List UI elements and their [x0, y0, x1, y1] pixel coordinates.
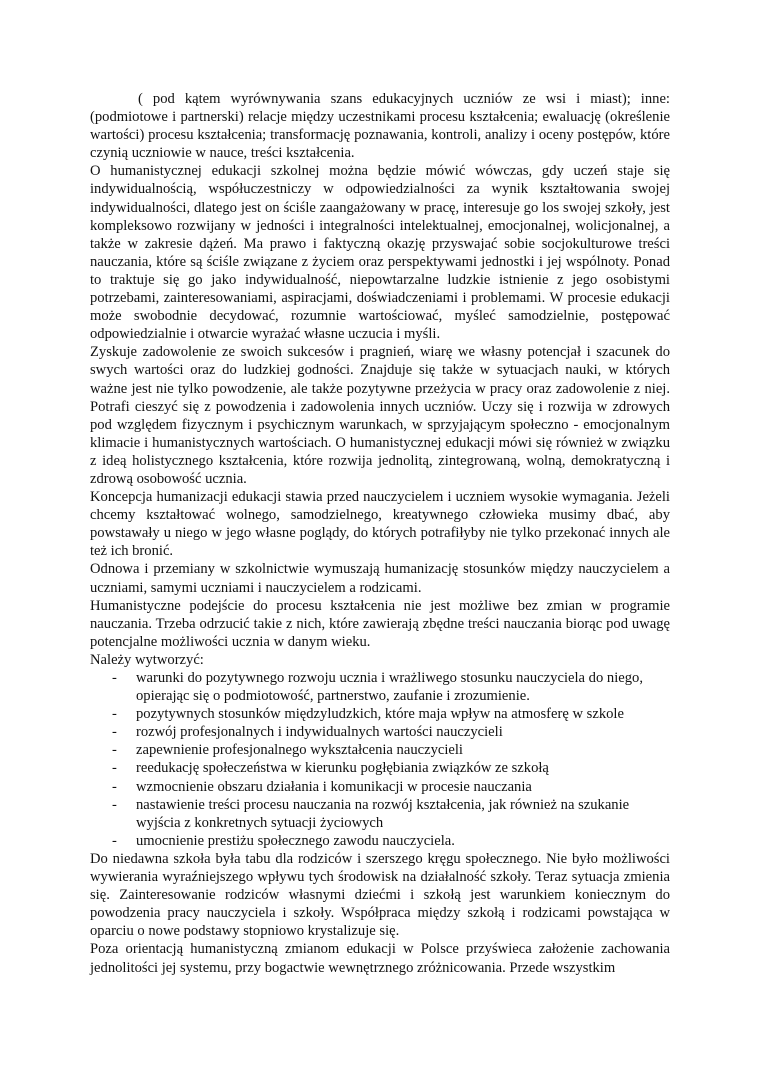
paragraph-orientation: Poza orientacją humanistyczną zmianom edukacji w Polsce przyświeca założenie zachowania jednolitości jej systemu, przy bogactwie wewnętrznego zróżnicowania. Przede wszystkim: [90, 941, 670, 976]
list-item: [90, 796, 670, 832]
paragraph-curriculum: Humanistyczne podejście do procesu kształcenia nie jest możliwe bez zmian w programie nauczania. Trzeba odrzucić takie z nich, które zawierają zbędne treści nauczania biorąc pod uwagę potencjalne możliwości ucznia w danym wieku.: [90, 597, 670, 650]
list-item: [90, 669, 670, 705]
paragraph-list-intro: Należy wytworzyć:: [90, 651, 204, 668]
bullet-dash: -: [112, 670, 117, 686]
bullet-dash: -: [112, 832, 117, 849]
list-item-text: zapewnienie profesjonalnego wykształcenia nauczycieli: [136, 742, 463, 759]
bullet-dash: -: [112, 706, 117, 723]
list-item-text: wzmocnienie obszaru działania i komunikacji w procesie nauczania: [136, 778, 532, 795]
paragraph-renewal: Odnowa i przemiany w szkolnictwie wymuszają humanizację stosunków między nauczycielem a uczniami, samymi uczniami i nauczycielem a rodzicami.: [90, 561, 670, 596]
bullet-list: [90, 669, 670, 850]
list-item-text: warunki do pozytywnego rozwoju ucznia i wrażliwego stosunku nauczyciela do niego, opierając się o podmiotowość, partnerstwo, zaufanie i zrozumienie.: [136, 670, 643, 705]
paragraph-humanistic-education: O humanistycznej edukacji szkolnej można będzie mówić wówczas, gdy uczeń staje się indywidualnością, współuczestniczy w odpowiedzialności za wynik kształtowania swojej indywidualności, dlatego jest on ściśle zaangażowany w pracę, interesuje go los swojej szkoły, jest kompleksowo rozwijany w jedności i integralności intelektualnej, emocjonalnej, wolicjonalnej, a także w zakresie dążeń. Ma prawo i faktyczną okazję przyswajać sobie socjokulturowe treści nauczania, które są ściśle związane z życiem oraz perspektywami jednostki i jej wspólnoty. Ponad to traktuje się go jako indywidualność, niepowtarzalne ludzkie istnienie z jego osobistymi potrzebami, zainteresowaniami, aspiracjami, doświadczeniami i problemami. W procesie edukacji może swobodnie decydować, rozumnie wartościować, myśleć samodzielnie, postępować odpowiedzialnie i otwarcie wyrażać własne uczucia i myśli.: [90, 163, 670, 343]
bullet-dash: -: [112, 778, 117, 795]
list-item: [90, 778, 670, 796]
bullet-dash: -: [112, 724, 117, 741]
bullet-dash: -: [112, 796, 117, 813]
paragraph-concept: Koncepcja humanizacji edukacji stawia przed nauczycielem i uczniem wysokie wymagania. Jeżeli chcemy kształtować wolnego, samodzielnego, kreatywnego człowieka musimy dbać, aby powstawały u niego w jego własne poglądy, do których potrafiłyby nie tylko przekonać innych ale też ich bronić.: [90, 489, 670, 560]
list-item: [90, 759, 670, 777]
paragraph-satisfaction: Zyskuje zadowolenie ze swoich sukcesów i pragnień, wiarę we własny potencjał i szacunek do swych wartości oraz do ludzkiej godności. Znajduje się także w sytuacjach nauki, w których ważne jest nie tylko powodzenie, ale także pozytywne przeżycia w pracy oraz zadowolenie z niej. Potrafi cieszyć się z powodzenia i zadowolenia innych uczniów. Uczy się i rozwija w zdrowych pod względem fizycznym i psychicznym warunkach, w sprzyjającym społeczno - emocjonalnym klimacie i humanistycznych wartościach. O humanistycznej edukacji mówi się również w związku z ideą holistycznego kształcenia, które rozwija jednolitą, zintegrowaną, wolną, demokratyczną i zdrową osobowość ucznia.: [90, 344, 670, 487]
document-page: [90, 90, 670, 977]
list-item: [90, 741, 670, 759]
list-item: [90, 705, 670, 723]
bullet-dash: -: [112, 742, 117, 759]
list-item: [90, 723, 670, 741]
list-item-text: reedukację społeczeństwa w kierunku pogłębiania związków ze szkołą: [136, 760, 549, 777]
list-item-text: nastawienie treści procesu nauczania na rozwój kształcenia, jak również na szukanie wyjścia z konkretnych sytuacji życiowych: [136, 796, 630, 831]
paragraph-intro-continuation: ( pod kątem wyrównywania szans edukacyjnych uczniów ze wsi i miast); inne: (podmiotowe i partnerski) relacje między uczestnikami procesu kształcenia; ewaluację (określenie wartości) procesu kształcenia; transformację poznawania, kontroli, analizy i oceny postępów, które czynią uczniowie w nauce, treści kształcenia.: [90, 91, 670, 162]
list-item-text: umocnienie prestiżu społecznego zawodu nauczyciela.: [136, 832, 455, 849]
list-item-text: pozytywnych stosunków międzyludzkich, które maja wpływ na atmosferę w szkole: [136, 706, 624, 723]
paragraph-parents: Do niedawna szkoła była tabu dla rodziców i szerszego kręgu społecznego. Nie było możliwości wywierania wyraźniejszego wpływu tych środowisk na działalność szkoły. Teraz sytuacja zmienia się. Zainteresowanie rodziców własnymi dziećmi i szkołą jest warunkiem koniecznym do powodzenia pracy nauczyciela i szkoły. Współpraca między szkołą i rodzicami powstająca w oparciu o nowe podstawy stopniowo krystalizuje się.: [90, 850, 670, 940]
bullet-dash: -: [112, 760, 117, 777]
list-item-text: rozwój profesjonalnych i indywidualnych wartości nauczycieli: [136, 724, 503, 741]
list-item: [90, 832, 670, 850]
